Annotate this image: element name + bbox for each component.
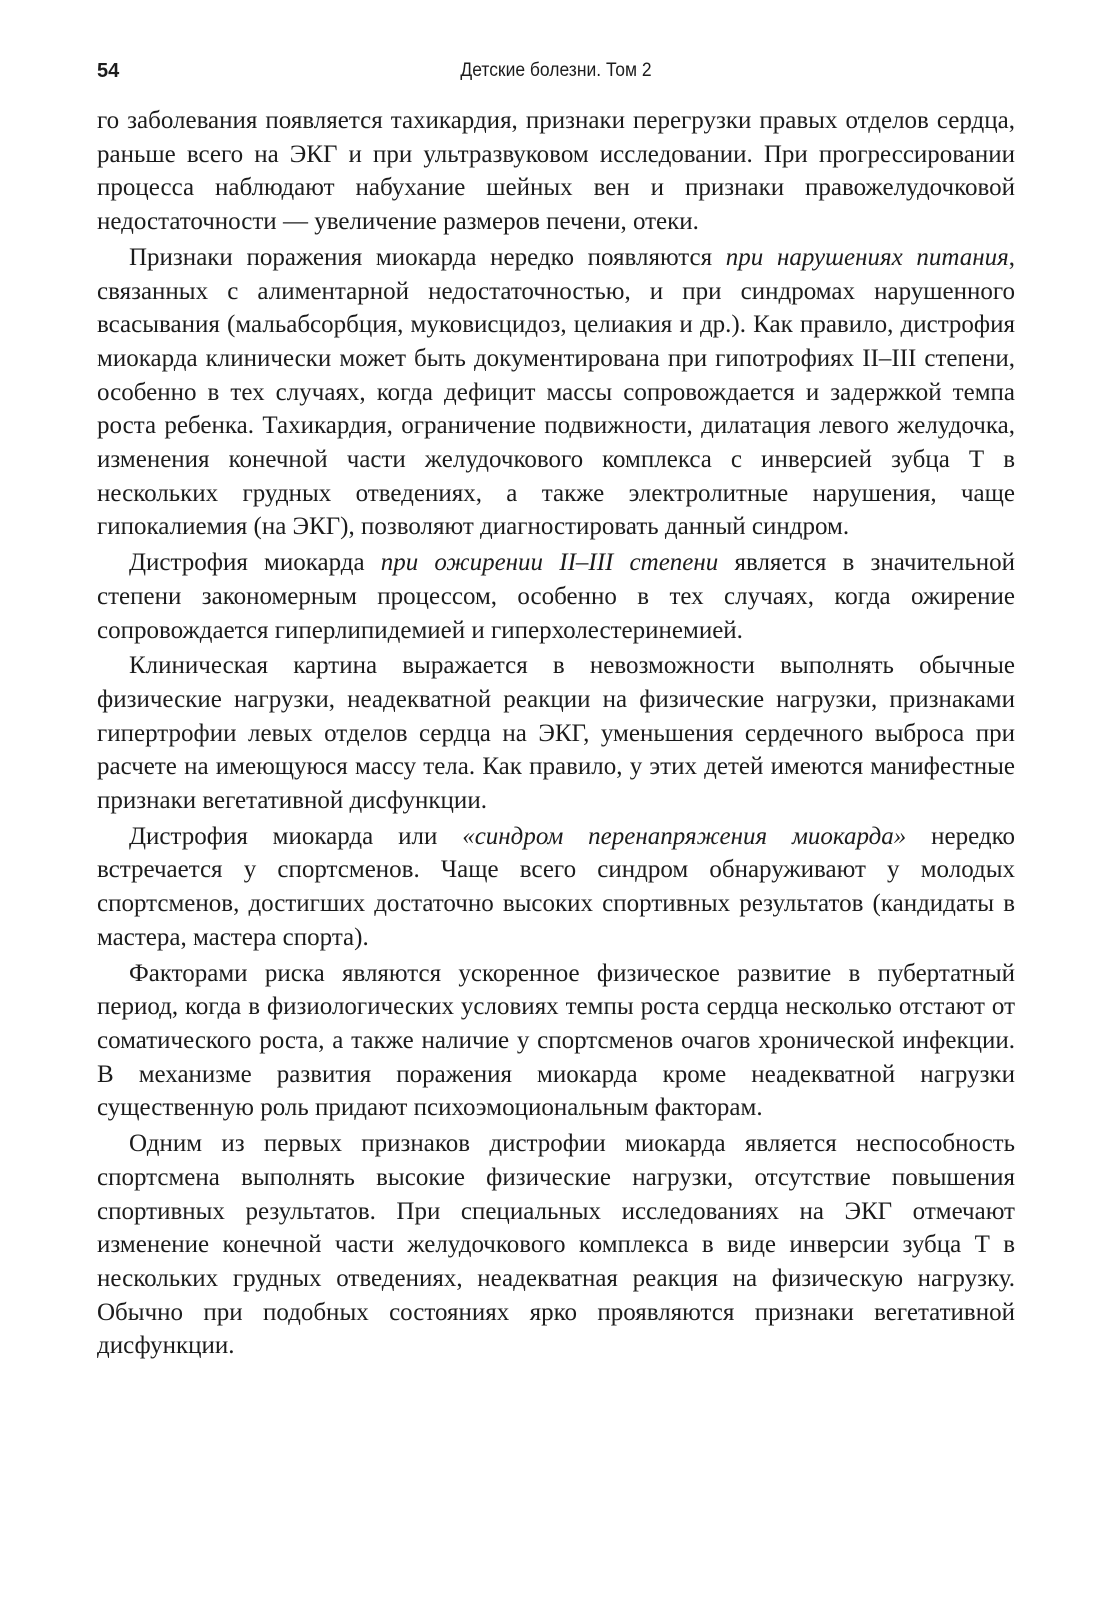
- paragraph-text: Дистрофия миокарда или: [129, 822, 463, 850]
- paragraph-text: является в значительной степени закономерным процессом, особенно в тех случаях, когда ожирение сопровождается гиперлипидемией и гиперхолестеринемией.: [97, 549, 1015, 644]
- paragraph-text: Факторами риска являются ускоренное физическое развитие в пубертатный период, когда в физиологических условиях темпы роста сердца несколько отстают от соматического роста, а также наличие у спортсменов очагов хронической инфекции. В механизме развития поражения миокарда кроме неадекватной нагрузки существенную роль придают психоэмоциональным факторам.: [97, 959, 1015, 1122]
- page-number: 54: [97, 60, 120, 82]
- paragraph-text: Одним из первых признаков дистрофии миокарда является неспособность спортсмена выполнять высокие физические нагрузки, отсутствие повышения спортивных результатов. При специальных исследованиях на ЭКГ отмечают изменение конечной части желудочкового комплекса в виде инверсии зубца Т в нескольких грудных отведениях, неадекватная реакция на физическую нагрузку. Обычно при подобных состояниях ярко проявляются признаки вегетативной дисфункции.: [97, 1130, 1015, 1360]
- paragraph-text: , связанных с алиментарной недостаточностью, и при синдромах нарушенного всасывания (мальабсорбция, муковисцидоз, целиакия и др.). Как правило, дистрофия миокарда клинически может быть документирована при гипотрофиях II–III степени, особенно в тех случаях, когда дефицит массы сопровождается и задержкой темпа роста ребенка. Тахикардия, ограничение подвижности, дилатация левого желудочка, изменения конечной части желудочкового комплекса с инверсией зубца Т в нескольких грудных отведениях, а также электролитные нарушения, чаще гипокалиемия (на ЭКГ), позволяют диагностировать данный синдром.: [97, 243, 1016, 541]
- italic-term: «синдром перенапряжения миокарда»: [462, 822, 907, 850]
- italic-term: при нарушениях питания: [725, 243, 1009, 271]
- paragraph-text: нередко встречается у спортсменов. Чаще всего синдром обнаруживают у молодых спортсменов, достигших достаточно высоких спортивных результатов (кандидаты в мастера, мастера спорта).: [97, 822, 1016, 951]
- paragraph-risk-factors: [97, 957, 1015, 1126]
- paragraph-first-signs: [97, 1127, 1015, 1363]
- paragraph-continuation: [97, 104, 1015, 239]
- paragraph-clinical-picture: [97, 649, 1015, 818]
- paragraph-text: Признаки поражения миокарда нередко появляются: [129, 243, 726, 271]
- body-text: [97, 104, 1015, 1365]
- paragraph-text: Дистрофия миокарда: [129, 549, 381, 577]
- running-title: Детские болезни. Том 2: [460, 60, 652, 81]
- italic-term: при ожирении II–III степени: [380, 549, 719, 577]
- paragraph-athletes: [97, 820, 1015, 955]
- paragraph-obesity: [97, 546, 1015, 647]
- paragraph-nutrition: [97, 241, 1015, 544]
- running-head: [97, 56, 1015, 86]
- paragraph-text: Клиническая картина выражается в невозможности выполнять обычные физические нагрузки, неадекватной реакции на физические нагрузки, признаками гипертрофии левых отделов сердца на ЭКГ, уменьшения сердечного выброса при расчете на имеющуюся массу тела. Как правило, у этих детей имеются манифестные признаки вегетативной дисфункции.: [97, 652, 1015, 815]
- paragraph-text: го заболевания появляется тахикардия, признаки перегрузки правых отделов сердца, раньше всего на ЭКГ и при ультразвуковом исследовании. При прогрессировании процесса наблюдают набухание шейных вен и признаки правожелудочковой недостаточности — увеличение размеров печени, отеки.: [97, 107, 1015, 236]
